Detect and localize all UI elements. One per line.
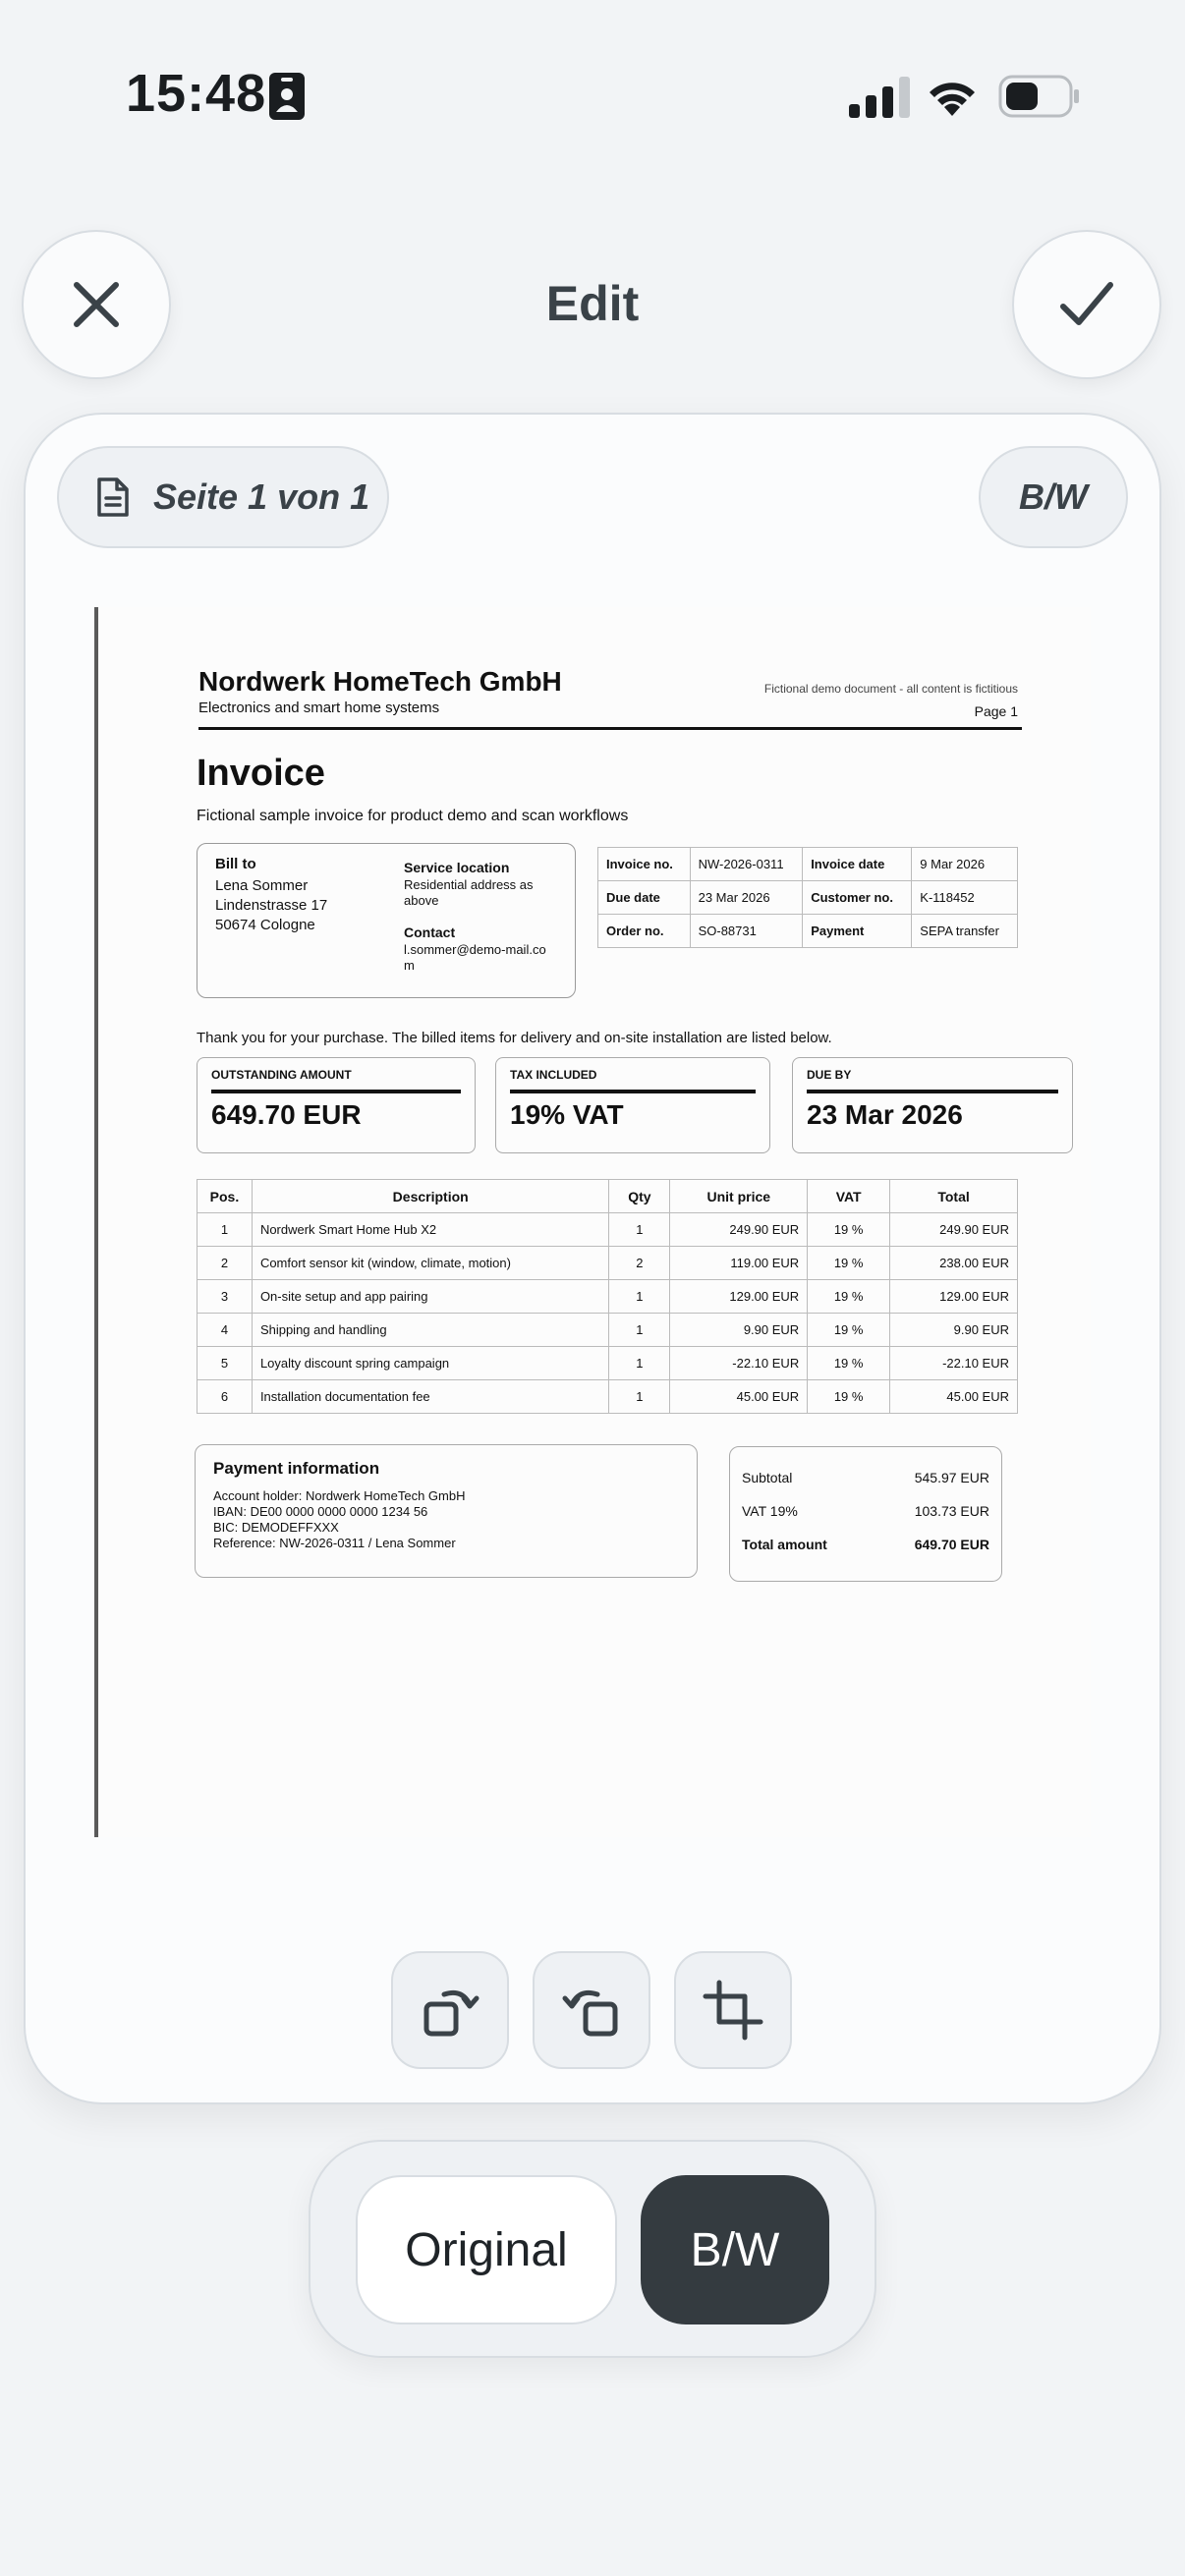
bill-to-line: Lindenstrasse 17: [215, 897, 328, 914]
bill-to-line: Lena Sommer: [215, 877, 309, 894]
info-key: Order no.: [598, 915, 691, 948]
cell-qty: 1: [609, 1314, 670, 1347]
totals-row: [742, 1461, 989, 1494]
cell-unit-price: 9.90 EUR: [670, 1314, 808, 1347]
cell-total: 238.00 EUR: [890, 1247, 1018, 1280]
rotate-right-icon: [560, 1979, 623, 2042]
info-key: Payment: [803, 915, 912, 948]
totals-value: 545.97 EUR: [914, 1470, 989, 1485]
info-value: SEPA transfer: [912, 915, 1018, 948]
cell-qty: 1: [609, 1380, 670, 1414]
rotate-left-icon: [419, 1979, 481, 2042]
doc-fictional-note: Fictional demo document - all content is fictitious: [763, 682, 1018, 696]
cell-pos: 1: [198, 1213, 253, 1247]
info-value: 23 Mar 2026: [690, 881, 803, 915]
table-row: [198, 1213, 1018, 1247]
cell-total: 45.00 EUR: [890, 1380, 1018, 1414]
totals-value: 649.70 EUR: [914, 1537, 989, 1552]
payment-info-box: [195, 1444, 698, 1578]
info-value: SO-88731: [690, 915, 803, 948]
cell-vat: 19 %: [808, 1213, 890, 1247]
cell-vat: 19 %: [808, 1314, 890, 1347]
info-key: Invoice no.: [598, 848, 691, 881]
info-key: Due date: [598, 881, 691, 915]
bill-to-box: [197, 843, 576, 998]
cell-unit-price: 249.90 EUR: [670, 1213, 808, 1247]
payment-line: IBAN: DE00 0000 0000 0000 1234 56: [213, 1504, 428, 1519]
cell-pos: 4: [198, 1314, 253, 1347]
summary-bar: [807, 1090, 1058, 1093]
items-header-row: [198, 1180, 1018, 1213]
summary-value: 23 Mar 2026: [807, 1099, 963, 1130]
summary-label: OUTSTANDING AMOUNT: [211, 1068, 352, 1082]
summary-label: DUE BY: [807, 1068, 852, 1082]
cell-vat: 19 %: [808, 1380, 890, 1414]
cell-unit-price: 129.00 EUR: [670, 1280, 808, 1314]
cell-description: On-site setup and app pairing: [252, 1280, 609, 1314]
contact-value: l.sommer@demo-mail.com: [404, 942, 546, 973]
totals-label: Total amount: [742, 1537, 827, 1552]
cell-vat: 19 %: [808, 1347, 890, 1380]
bw-mode-button[interactable]: B/W: [641, 2175, 829, 2324]
info-row: [598, 915, 1018, 948]
thanks-text: Thank you for your purchase. The billed items for delivery and on-site installation are listed below.: [197, 1030, 832, 1046]
column-header: Qty: [609, 1180, 670, 1213]
summary-box-due: [792, 1057, 1073, 1153]
cell-description: Installation documentation fee: [252, 1380, 609, 1414]
cell-description: Nordwerk Smart Home Hub X2: [252, 1213, 609, 1247]
wifi-icon: [926, 75, 979, 116]
totals-label: VAT 19%: [742, 1503, 798, 1519]
info-row: [598, 848, 1018, 881]
page-title: Edit: [545, 276, 640, 331]
summary-value: 649.70 EUR: [211, 1099, 362, 1130]
status-time: 15:48: [126, 64, 267, 123]
cell-qty: 2: [609, 1247, 670, 1280]
cell-description: Loyalty discount spring campaign: [252, 1347, 609, 1380]
column-header: Unit price: [670, 1180, 808, 1213]
invoice-info-table: [597, 847, 1018, 948]
bill-to-label: Bill to: [215, 856, 256, 872]
summary-label: TAX INCLUDED: [510, 1068, 597, 1082]
cell-qty: 1: [609, 1280, 670, 1314]
cell-pos: 6: [198, 1380, 253, 1414]
totals-row: [742, 1494, 989, 1528]
confirm-button[interactable]: [1012, 230, 1161, 379]
service-location-label: Service location: [404, 860, 510, 875]
page-indicator[interactable]: [57, 446, 389, 548]
payment-title: Payment information: [213, 1459, 380, 1478]
info-value: K-118452: [912, 881, 1018, 915]
scanned-document: [94, 607, 1091, 1837]
rotate-right-button[interactable]: [533, 1951, 650, 2069]
column-header: VAT: [808, 1180, 890, 1213]
id-badge-icon: [269, 73, 305, 120]
table-row: [198, 1247, 1018, 1280]
info-value: NW-2026-0311: [690, 848, 803, 881]
crop-icon: [702, 1979, 764, 2042]
doc-company: Nordwerk HomeTech GmbH: [198, 666, 562, 697]
cell-unit-price: 119.00 EUR: [670, 1247, 808, 1280]
battery-icon: [998, 75, 1081, 118]
totals-label: Subtotal: [742, 1470, 793, 1485]
cell-description: Shipping and handling: [252, 1314, 609, 1347]
column-header: Pos.: [198, 1180, 253, 1213]
table-row: [198, 1280, 1018, 1314]
doc-page-number: Page 1: [974, 703, 1018, 719]
doc-title: Invoice: [197, 753, 325, 794]
column-header: Description: [252, 1180, 609, 1213]
payment-line: Reference: NW-2026-0311 / Lena Sommer: [213, 1536, 456, 1550]
cell-qty: 1: [609, 1213, 670, 1247]
doc-subtitle: Fictional sample invoice for product demo and scan workflows: [197, 808, 629, 824]
summary-value: 19% VAT: [510, 1099, 624, 1130]
rotate-left-button[interactable]: [391, 1951, 509, 2069]
payment-line: Account holder: Nordwerk HomeTech GmbH: [213, 1488, 466, 1503]
service-location-value: Residential address as above: [404, 877, 534, 908]
summary-box-tax: [495, 1057, 770, 1153]
totals-value: 103.73 EUR: [914, 1503, 989, 1519]
summary-bar: [510, 1090, 756, 1093]
summary-bar: [211, 1090, 461, 1093]
cell-unit-price: 45.00 EUR: [670, 1380, 808, 1414]
cell-pos: 5: [198, 1347, 253, 1380]
cell-total: -22.10 EUR: [890, 1347, 1018, 1380]
doc-tagline: Electronics and smart home systems: [198, 700, 440, 716]
cell-total: 129.00 EUR: [890, 1280, 1018, 1314]
table-row: [198, 1314, 1018, 1347]
page-indicator-label: Seite 1 von 1: [153, 476, 370, 517]
cell-vat: 19 %: [808, 1247, 890, 1280]
contact-label: Contact: [404, 924, 456, 940]
crop-button[interactable]: [674, 1951, 792, 2069]
cell-total: 9.90 EUR: [890, 1314, 1018, 1347]
info-row: [598, 881, 1018, 915]
cellular-signal-icon: [849, 77, 910, 118]
checkmark-icon: [1057, 279, 1116, 330]
payment-line: BIC: DEMODEFFXXX: [213, 1520, 339, 1535]
info-value: 9 Mar 2026: [912, 848, 1018, 881]
cell-unit-price: -22.10 EUR: [670, 1347, 808, 1380]
table-row: [198, 1347, 1018, 1380]
cell-pos: 2: [198, 1247, 253, 1280]
doc-divider: [198, 727, 1022, 730]
cell-description: Comfort sensor kit (window, climate, motion): [252, 1247, 609, 1280]
document-icon: [96, 476, 130, 518]
original-mode-button[interactable]: Original: [356, 2175, 617, 2324]
totals-box: [729, 1446, 1002, 1582]
info-key: Invoice date: [803, 848, 912, 881]
totals-row: [742, 1528, 989, 1561]
bill-to-line: 50674 Cologne: [215, 917, 315, 933]
cell-pos: 3: [198, 1280, 253, 1314]
line-items-table: [197, 1179, 1018, 1414]
info-key: Customer no.: [803, 881, 912, 915]
cell-total: 249.90 EUR: [890, 1213, 1018, 1247]
column-header: Total: [890, 1180, 1018, 1213]
summary-box-outstanding: [197, 1057, 476, 1153]
table-row: [198, 1380, 1018, 1414]
filter-badge[interactable]: B/W: [979, 446, 1128, 548]
cell-qty: 1: [609, 1347, 670, 1380]
cell-vat: 19 %: [808, 1280, 890, 1314]
